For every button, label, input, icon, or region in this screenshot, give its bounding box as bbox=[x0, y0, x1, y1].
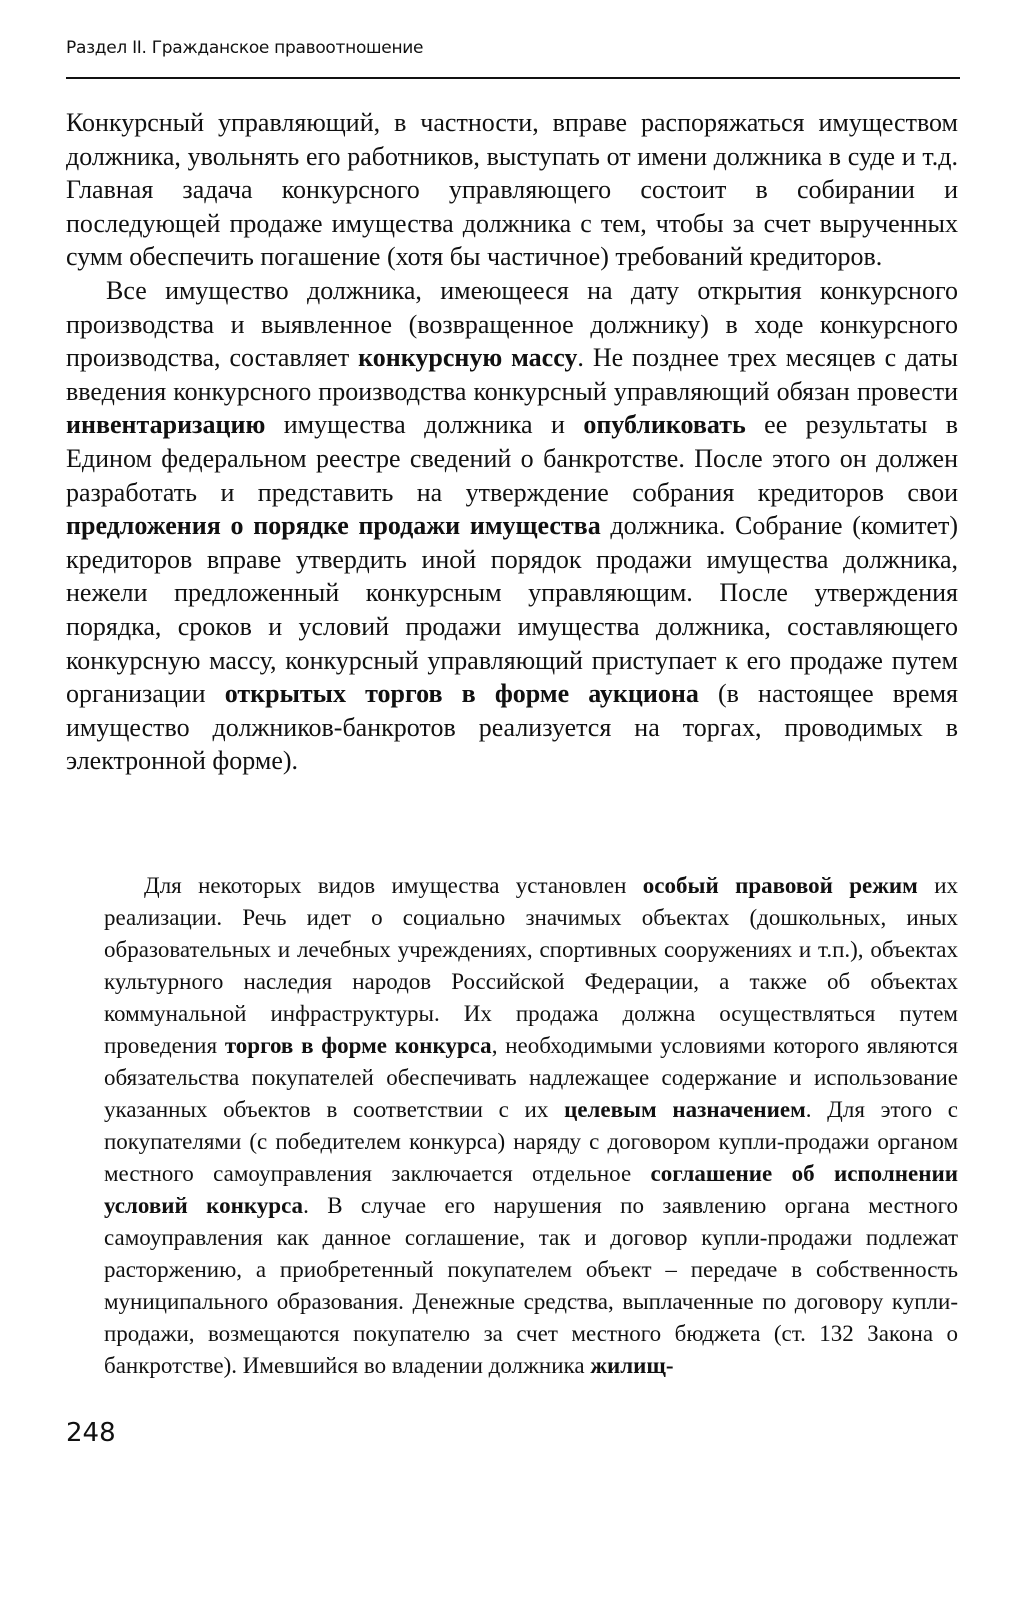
page-number: 248 bbox=[66, 1418, 116, 1448]
term-intended-purpose: целевым назначением bbox=[564, 1097, 806, 1122]
term-special-regime: особый правовой режим bbox=[642, 873, 918, 898]
header-divider bbox=[66, 77, 960, 79]
running-title: Раздел II. Гражданское правоотношение bbox=[66, 38, 424, 58]
note-text bbox=[104, 870, 958, 1382]
paragraph-1: Конкурсный управляющий, в частности, вправе распоряжаться имуществом должника, увольнять его работников, выступать от имени должника в суде и т.д. Главная задача конкурсного управляющего состоит в собирании и последующей продаже имущества должника с тем, чтобы за счет вырученных сумм обеспечить погашение (хотя бы частичное) требований кредиторов. bbox=[66, 108, 958, 272]
main-text bbox=[66, 106, 958, 778]
term-agreement: соглашение об исполнении условий конкурса bbox=[104, 1161, 958, 1218]
term-open-auction: открытых торгов в форме аукциона bbox=[224, 679, 699, 709]
paragraph-2: Все имущество должника, имеющееся на дату открытия конкурсного производства и выявленное (возвращенное должнику) в ходе конкурсного производства, составляет конкурсную массу. Не позднее трех месяцев с даты введения конкурсного производства конкурсный управляющий обязан провести инвентаризацию имущества должника и опубликовать ее результаты в Едином федеральном реестре сведений о банкротстве. После этого он должен разработать и представить на утверждение собрания кредиторов свои предложения о порядке продажи имущества должника. Собрание (комитет) кредиторов вправе утвердить иной порядок продажи имущества должника, нежели предложенный конкурсным управляющим. После утверждения порядка, сроков и условий продажи имущества должника, составляющего конкурсную массу, конкурсный управляющий приступает к его продаже путем организации открытых торгов в форме аукциона (в настоящее время имущество должников-банкротов реализуется на торгах, проводимых в электронной форме). bbox=[66, 275, 959, 776]
term-housing: жилищ- bbox=[590, 1353, 674, 1378]
term-publish: опубликовать bbox=[583, 410, 746, 440]
note-paragraph: Для некоторых видов имущества установлен особый правовой режим их реализации. Речь идет о социально значимых объектах (дошкольных, иных образовательных и лечебных учреждениях, спортивных сооружениях и т.п.), объектах культурного наследия народов Российской Федерации, а также об объектах коммунальной инфраструктуры. Их продажа должна осуществляться путем проведения торгов в форме конкурса, необходимыми условиями которого являются обязательства покупателей обеспечивать надлежащее содержание и использование указанных объектов в соответствии с их целевым назначением. Для этого с покупателями (с победителем конкурса) наряду с договором купли-продажи органом местного самоуправления заключается отдельное соглашение об исполнении условий конкурса. В случае его нарушения по заявлению органа местного самоуправления как данное соглашение, так и договор купли-продажи подлежат расторжению, а приобретенный покупателем объект – передаче в собственность муниципального образования. Денежные средства, выплаченные по договору купли-продажи, возмещаются покупателю за счет местного бюджета (ст. 132 Закона о банкротстве). Имевшийся во владении должника жилищ- bbox=[104, 873, 958, 1378]
term-inventory: инвентаризацию bbox=[66, 410, 266, 440]
term-sale-proposals: предложения о порядке продажи имущества bbox=[66, 511, 601, 541]
term-tender: торгов в форме конкурса bbox=[224, 1033, 492, 1058]
term-bankruptcy-estate: конкурсную массу bbox=[358, 343, 578, 373]
